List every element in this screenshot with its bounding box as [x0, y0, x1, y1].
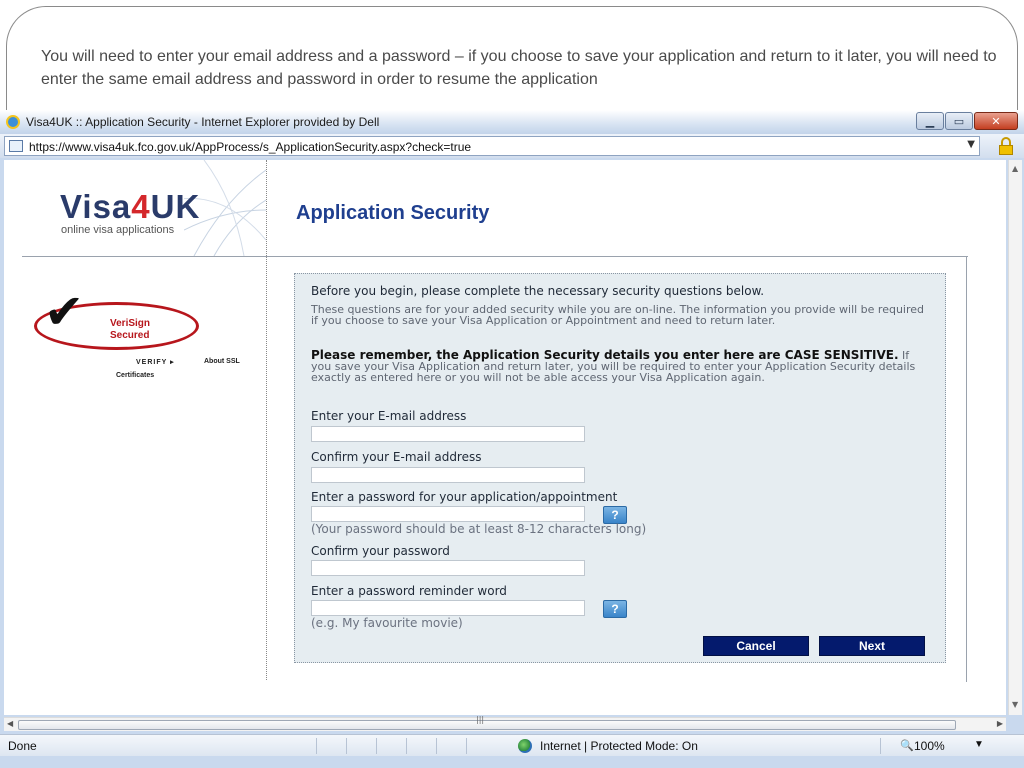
confirm-email-label: Confirm your E-mail address [311, 450, 482, 464]
email-label: Enter your E-mail address [311, 409, 467, 423]
status-bar [0, 734, 1024, 756]
form-intro: Before you begin, please complete the necessary security questions below. [311, 284, 765, 298]
callout-text: You will need to enter your email address and a password – if you choose to save your application and return to it later, you will need to enter the same email address and password in order to resume the application [41, 48, 997, 88]
logo-wordmark [60, 188, 200, 226]
browser-window [0, 110, 1024, 768]
site-logo[interactable] [4, 160, 266, 256]
window-title: Visa4UK :: Application Security - Internet Explorer provided by Dell [26, 115, 380, 129]
confirm-password-label: Confirm your password [311, 544, 450, 558]
header-divider [22, 256, 968, 257]
scrollbar-thumb[interactable] [18, 720, 956, 730]
warning-bold: Please remember, the Application Security details you enter here are CASE SENSITIVE. [311, 348, 899, 362]
reminder-label: Enter a password reminder word [311, 584, 507, 598]
ie-logo-icon [6, 115, 20, 129]
reminder-help-icon[interactable]: ? [603, 600, 627, 618]
globe-icon [518, 739, 532, 753]
about-ssl-link[interactable]: About SSL [204, 358, 240, 365]
slide-callout [6, 6, 1018, 116]
horizontal-scrollbar[interactable] [4, 717, 1006, 731]
verisign-line2: Secured [110, 330, 150, 341]
cancel-button[interactable]: Cancel [703, 636, 809, 656]
next-button[interactable]: Next [819, 636, 925, 656]
verisign-verify: VERIFY ▸ [136, 359, 175, 366]
password-label: Enter a password for your application/appointment [311, 490, 618, 504]
maximize-button[interactable]: ▭ [945, 112, 973, 130]
password-help-icon[interactable]: ? [603, 506, 627, 524]
zoom-level[interactable]: 100% [914, 739, 945, 753]
address-input[interactable] [4, 136, 980, 156]
security-zone[interactable]: Internet | Protected Mode: On [540, 739, 698, 753]
case-sensitive-warning [311, 350, 931, 383]
window-controls [915, 112, 1018, 130]
zoom-icon: 🔍 [900, 740, 914, 752]
logo-uk: UK [150, 188, 201, 225]
page-title: Application Security [296, 202, 490, 224]
logo-four: 4 [131, 188, 151, 225]
logo-visa: Visa [60, 188, 132, 225]
address-dropdown-icon[interactable]: ▼ [967, 139, 975, 150]
checkmark-icon: ✔ [44, 284, 85, 340]
scroll-left-icon[interactable]: ◀ [7, 719, 14, 728]
email-field[interactable] [311, 426, 585, 442]
scroll-right-icon[interactable]: ▶ [996, 719, 1003, 728]
vertical-scrollbar[interactable] [1008, 160, 1022, 715]
password-field[interactable] [311, 506, 585, 522]
warning-rest: If you save your Visa Application and return later, you will be required to enter your Application Security details exactly as entered here or you will not be able access your Visa Application again. [311, 349, 916, 384]
password-hint: (Your password should be at least 8-12 characters long) [311, 522, 647, 536]
certificates-link[interactable]: Certificates [116, 372, 155, 379]
status-text: Done [8, 739, 37, 753]
reminder-hint: (e.g. My favourite movie) [311, 616, 463, 630]
verisign-seal[interactable] [34, 284, 214, 366]
scroll-down-icon[interactable]: ▼ [1012, 700, 1019, 709]
scroll-up-icon[interactable]: ▲ [1012, 164, 1019, 173]
reminder-field[interactable] [311, 600, 585, 616]
column-divider [266, 160, 267, 680]
zoom-dropdown-icon[interactable]: ▼ [974, 739, 984, 750]
lock-icon[interactable] [998, 137, 1014, 155]
close-button[interactable]: ✕ [974, 112, 1018, 130]
verisign-line1: VeriSign [110, 318, 151, 329]
form-description: These questions are for your added security while you are on-line. The information you provide will be required if you choose to save your Visa Application or Appointment and need to return later. [311, 303, 925, 327]
page-icon [9, 140, 23, 152]
address-bar [0, 134, 1024, 158]
title-bar[interactable] [0, 110, 1024, 134]
security-form [294, 273, 946, 663]
url-text: https://www.visa4uk.fco.gov.uk/AppProcess/s_ApplicationSecurity.aspx?check=true [29, 140, 472, 154]
scrollbar-grip-icon: ||| [476, 715, 485, 724]
minimize-button[interactable]: ▁ [916, 112, 944, 130]
confirm-email-field[interactable] [311, 467, 585, 483]
right-border [966, 256, 967, 682]
logo-tagline: online visa applications [61, 224, 175, 236]
page-content [4, 160, 1006, 715]
confirm-password-field[interactable] [311, 560, 585, 576]
